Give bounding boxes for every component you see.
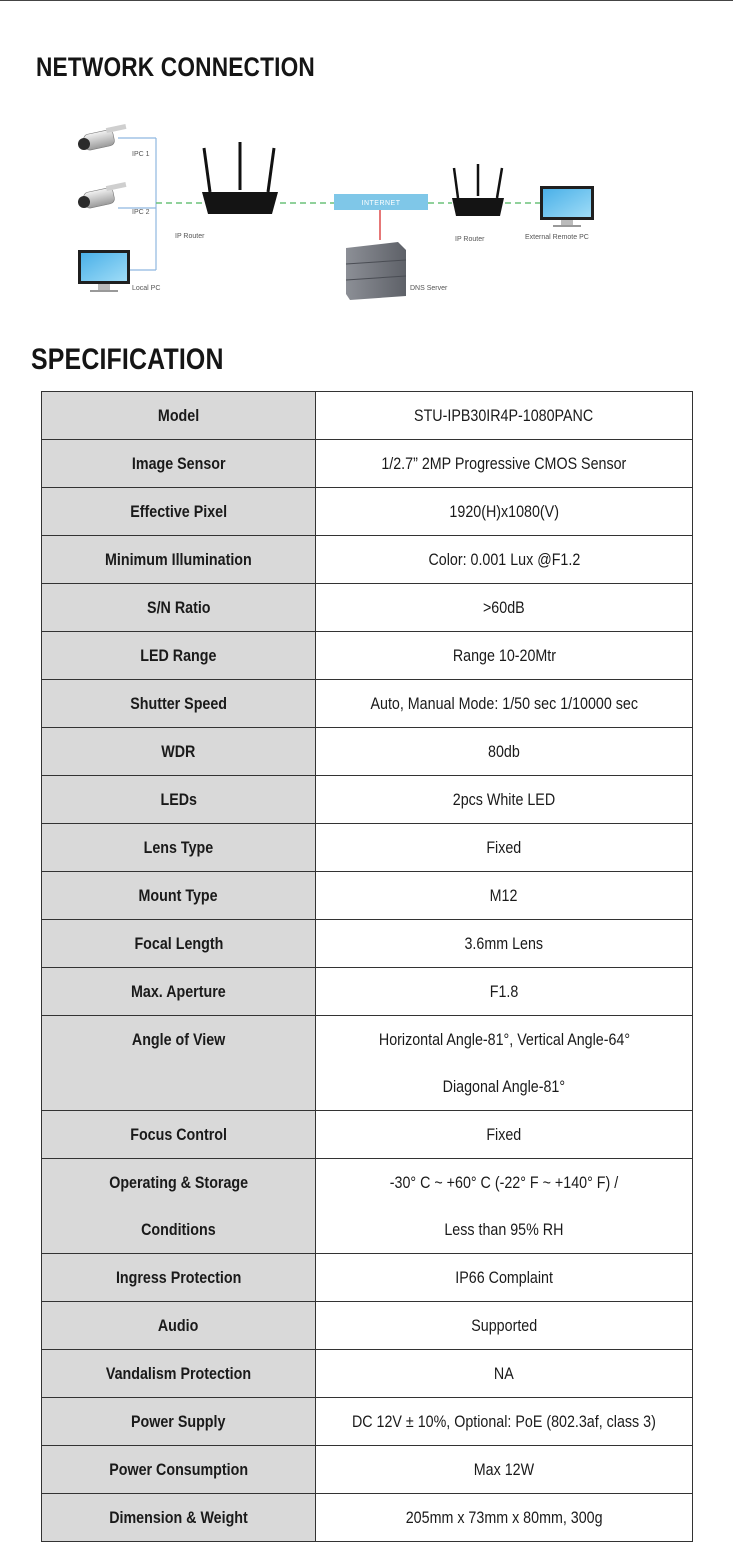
table-row [42, 632, 693, 680]
table-row [42, 1350, 693, 1398]
spec-key: Shutter Speed [130, 694, 227, 713]
spec-key: LEDs [160, 790, 197, 809]
spec-value: >60dB [483, 598, 525, 617]
ip-router-left-label: IP Router [175, 233, 205, 240]
local-pc-label: Local PC [132, 285, 161, 292]
spec-key: Focus Control [130, 1125, 227, 1144]
network-diagram-svg [0, 110, 733, 315]
network-diagram [0, 110, 733, 315]
specification-heading: SPECIFICATION [31, 343, 224, 376]
spec-value-line: Less than 95% RH [444, 1220, 564, 1239]
table-row [42, 1494, 693, 1542]
dns-server-label: DNS Server [410, 285, 448, 292]
spec-key: LED Range [140, 646, 217, 665]
spec-value: Max 12W [473, 1460, 535, 1479]
table-row [42, 584, 693, 632]
spec-value: IP66 Complaint [455, 1268, 553, 1287]
internet-label: INTERNET [361, 200, 401, 207]
spec-value: Fixed [486, 838, 522, 857]
spec-key: Image Sensor [131, 454, 226, 473]
table-row [42, 1016, 693, 1111]
table-row [42, 824, 693, 872]
spec-key: Effective Pixel [130, 502, 227, 521]
spec-key: Dimension & Weight [109, 1508, 248, 1527]
spec-key: Ingress Protection [115, 1268, 242, 1287]
table-row [42, 1111, 693, 1159]
spec-key: Audio [158, 1316, 199, 1335]
spec-key: Focal Length [134, 934, 223, 953]
spec-value: Supported [471, 1316, 537, 1335]
spec-value: Color: 0.001 Lux @F1.2 [428, 550, 580, 569]
spec-value-line: -30° C ~ +60° C (-22° F ~ +140° F) / [389, 1173, 619, 1192]
spec-key: Model [157, 406, 200, 425]
spec-value: 1/2.7” 2MP Progressive CMOS Sensor [381, 454, 627, 473]
router-icon [452, 164, 504, 216]
ipc2-label: IPC 2 [132, 209, 150, 216]
dns-server-icon [346, 242, 406, 300]
local-pc-monitor-icon [78, 250, 130, 292]
ipc1-label: IPC 1 [132, 151, 150, 158]
table-row [42, 872, 693, 920]
router-icon [202, 142, 278, 214]
spec-key: S/N Ratio [146, 598, 211, 617]
spec-value: Fixed [486, 1125, 522, 1144]
table-row [42, 1159, 693, 1254]
table-row [42, 920, 693, 968]
spec-value: Auto, Manual Mode: 1/50 sec 1/10000 sec [370, 694, 638, 713]
external-pc-label: External Remote PC [525, 234, 589, 241]
spec-value: STU-IPB30IR4P-1080PANC [414, 406, 594, 425]
ip-router-right-label: IP Router [455, 236, 485, 243]
specification-table [41, 391, 693, 1542]
spec-key: Power Consumption [109, 1460, 248, 1479]
spec-key: Angle of View [131, 1030, 226, 1049]
spec-key: Power Supply [131, 1412, 226, 1431]
table-row [42, 536, 693, 584]
table-row [42, 776, 693, 824]
spec-value: Range 10-20Mtr [452, 646, 556, 665]
external-pc-monitor-icon [540, 186, 594, 227]
spec-key: Mount Type [138, 886, 219, 905]
table-row [42, 728, 693, 776]
spec-key-line: Operating & Storage [109, 1173, 248, 1192]
table-row [42, 1254, 693, 1302]
table-row [42, 1302, 693, 1350]
network-connection-heading: NETWORK CONNECTION [36, 52, 315, 82]
spec-value: F1.8 [489, 982, 519, 1001]
spec-value: 80db [488, 742, 520, 761]
table-row [42, 440, 693, 488]
spec-value: 3.6mm Lens [464, 934, 544, 953]
camera-icon [78, 182, 126, 209]
spec-value: DC 12V ± 10%, Optional: PoE (802.3af, class 3) [352, 1412, 656, 1431]
table-row [42, 968, 693, 1016]
spec-value-line: Diagonal Angle-81° [442, 1077, 566, 1096]
spec-key-line: Conditions [141, 1220, 216, 1239]
spec-value: M12 [490, 886, 518, 905]
spec-key: Vandalism Protection [105, 1364, 252, 1383]
spec-value: 1920(H)x1080(V) [449, 502, 559, 521]
table-row [42, 680, 693, 728]
spec-value: NA [494, 1364, 514, 1383]
spec-key: WDR [161, 742, 196, 761]
spec-key: Max. Aperture [131, 982, 226, 1001]
spec-key: Minimum Illumination [105, 550, 252, 569]
spec-value: 2pcs White LED [452, 790, 556, 809]
table-row [42, 488, 693, 536]
spec-value: 205mm x 73mm x 80mm, 300g [405, 1508, 603, 1527]
top-rule [0, 0, 733, 1]
spec-key: Lens Type [143, 838, 214, 857]
table-row [42, 392, 693, 440]
table-row [42, 1446, 693, 1494]
table-row [42, 1398, 693, 1446]
spec-value-line: Horizontal Angle-81°, Vertical Angle-64° [378, 1030, 630, 1049]
